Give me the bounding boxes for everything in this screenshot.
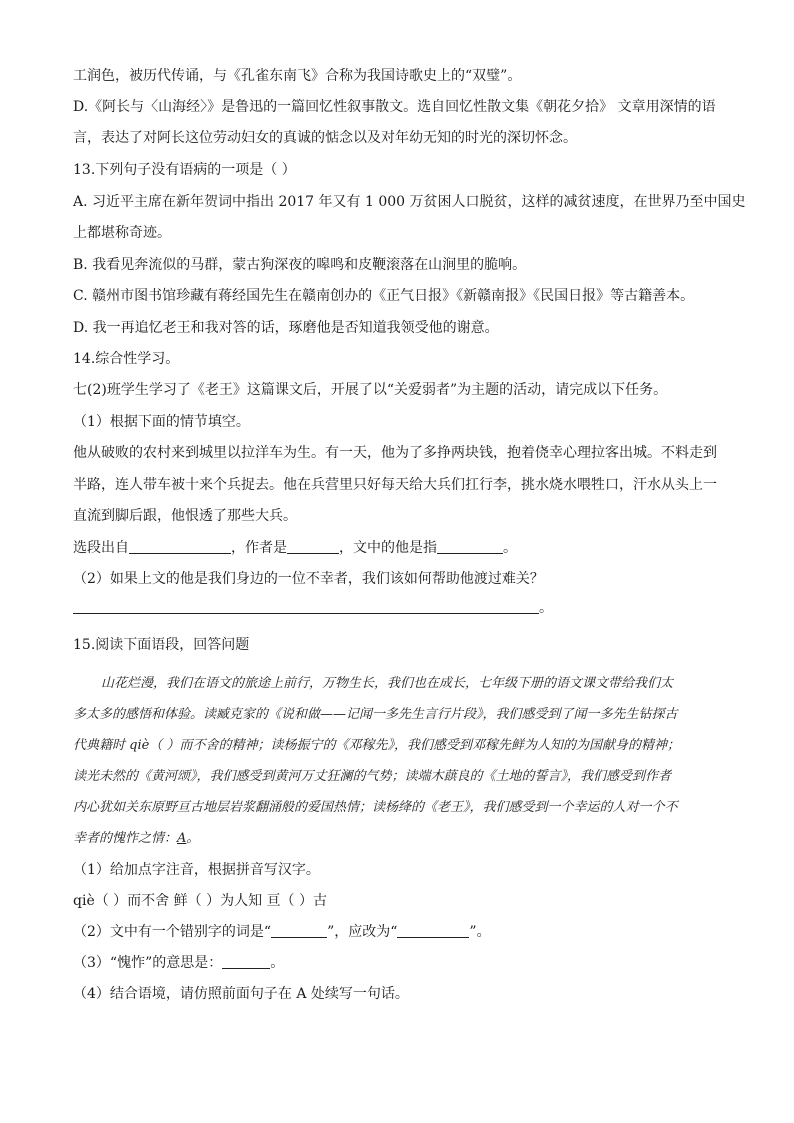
q-text: （3）“愧怍”的意思是： <box>73 955 223 971</box>
fill-label: ，文中的他是指 <box>339 540 437 556</box>
answer-blank[interactable] <box>222 954 270 969</box>
passage-end: 。 <box>186 831 200 846</box>
excerpt-line: 他从破败的农村来到城里以拉洋车为生。有一天，他为了多挣两块钱，抱着侥幸心理拉客出城。不料走到 <box>73 445 717 461</box>
text-line: 工润色，被历代传诵，与《孔雀东南飞》合称为我国诗歌史上的“双璧”。 <box>73 68 522 84</box>
passage-line <box>73 829 723 849</box>
question-15-part4: （4）结合语境，请仿照前面句子在 A 处续写一句话。 <box>73 986 409 1002</box>
answer-blank[interactable] <box>437 539 503 554</box>
answer-blank[interactable] <box>129 539 231 554</box>
fill-label: ，作者是 <box>231 540 287 556</box>
question-15-title: 15.阅读下面语段，回答问题 <box>73 637 250 653</box>
q-text: （2）文中有一个错别字的词是“ <box>73 924 272 940</box>
option-d-line: D.《阿长与〈山海经〉》是鲁迅的一篇回忆性叙事散文。选自回忆性散文集《朝花夕拾》 文章用深情的语 <box>73 99 716 115</box>
question-15-part3 <box>73 953 723 973</box>
passage-line: 多太多的感悟和体验。读臧克家的《说和做——记闻一多先生言行片段》，我们感受到了闻一多先生钻探古 <box>73 707 678 722</box>
question-14-part1: （1）根据下面的情节填空。 <box>73 414 250 430</box>
q-text: ”，应改为“ <box>327 924 398 940</box>
question-14-title: 14.综合性学习。 <box>73 351 180 367</box>
passage-line: 山花烂漫，我们在语文的旅途上前行，万物生长，我们也在成长，七年级下册的语文课文带给我们太 <box>101 676 674 691</box>
answer-blank[interactable] <box>287 539 339 554</box>
option-c-line: C. 赣州市图书馆珍藏有蒋经国先生在赣南创办的《正气日报》《新赣南报》《民国日报》等古籍善本。 <box>73 288 695 304</box>
option-a-line: A. 习近平主席在新年贺词中指出 2017 年又有 1 000 万贫困人口脱贫，这样的减贫速度，在世界乃至中国史 <box>73 194 746 210</box>
fill-label: 选段出自 <box>73 540 129 556</box>
q-text: 。 <box>270 955 285 971</box>
passage-line: 代典籍时 qiè（ ）而不舍的精神；读杨振宁的《邓稼先》，我们感受到邓稼先鲜为人知的为国献身的精神； <box>73 738 680 753</box>
answer-end: 。 <box>539 600 553 616</box>
excerpt-line: 半路，连人带车被十来个兵捉去。他在兵营里只好每天给大兵们扛行李，挑水烧水喂牲口，汗水从头上一 <box>73 477 717 493</box>
fill-label: 。 <box>503 540 517 556</box>
pinyin-line: qiè（ ）而不舍 鲜（ ）为人知 亘（ ）古 <box>73 893 327 909</box>
q-text: ”。 <box>469 924 491 940</box>
answer-blank[interactable] <box>397 923 469 938</box>
text-line: 言，表达了对阿长这位劳动妇女的真诚的惦念以及对年幼无知的时光的深切怀念。 <box>73 130 577 146</box>
fill-in-line <box>73 538 723 558</box>
question-15-part2 <box>73 922 723 942</box>
passage-text: 幸者的愧怍之情： <box>73 831 178 846</box>
option-a-continued: 上都堪称奇迹。 <box>73 225 171 241</box>
blank-marker-a: A <box>177 831 187 846</box>
question-14-intro: 七(2)班学生学习了《老王》这篇课文后，开展了以“关爱弱者”为主题的活动，请完成以下任务。 <box>73 382 668 398</box>
answer-line <box>73 598 723 618</box>
excerpt-line: 直流到脚后跟，他恨透了那些大兵。 <box>73 508 297 524</box>
option-d-line: D. 我一再追忆老王和我对答的话，琢磨他是否知道我领受他的谢意。 <box>73 320 499 336</box>
answer-blank[interactable] <box>271 923 327 938</box>
passage-line: 内心犹如关东原野亘古地层岩浆翻涌般的爱国热情；读杨绛的《老王》，我们感受到一个幸运的人对一个不 <box>73 800 678 815</box>
question-13-title: 13.下列句子没有语病的一项是（ ） <box>73 162 296 178</box>
question-14-part2: （2）如果上文的他是我们身边的一位不幸者，我们该如何帮助他渡过难关？ <box>73 571 544 587</box>
answer-blank[interactable] <box>73 599 539 614</box>
question-15-part1: （1）给加点字注音，根据拼音写汉字。 <box>73 862 320 878</box>
passage-line: 读光未然的《黄河颂》，我们感受到黄河万丈狂澜的气势；读端木蕻良的《土地的誓言》，我们感受到作者 <box>73 769 672 784</box>
option-b-line: B. 我看见奔流似的马群，蒙古狗深夜的嗥鸣和皮鞭滚落在山涧里的脆响。 <box>73 257 527 273</box>
